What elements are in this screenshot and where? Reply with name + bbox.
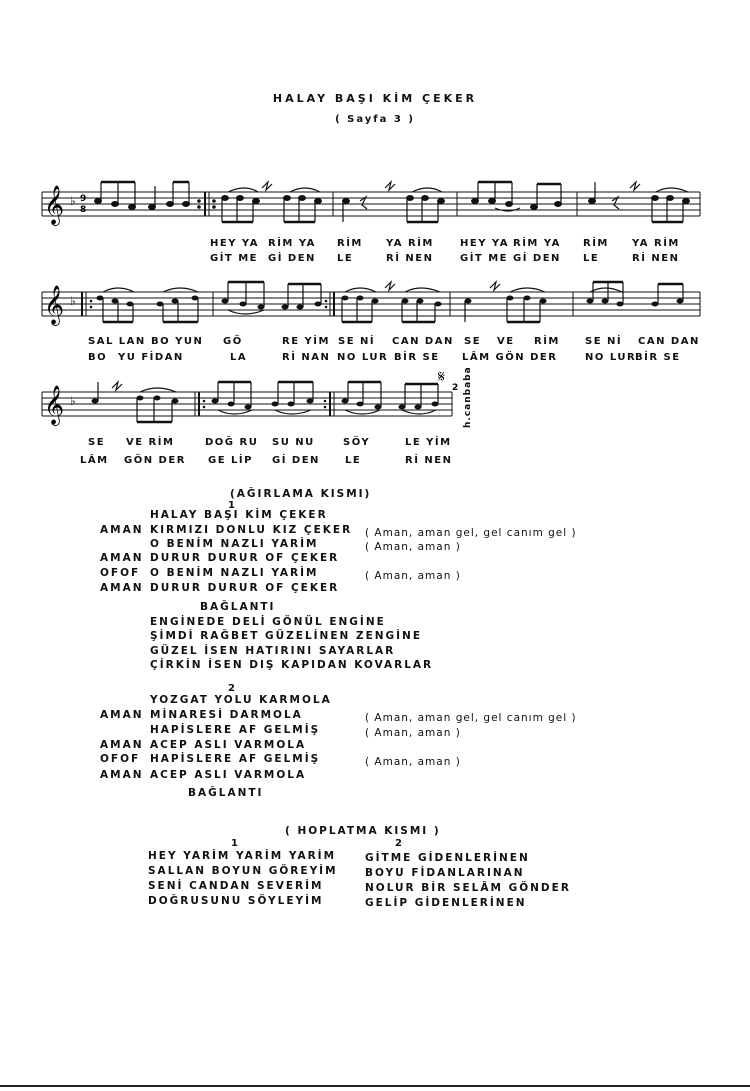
column-number: 1 (231, 838, 238, 849)
music-staff-3 (0, 370, 750, 440)
svg-text:𝄞: 𝄞 (44, 185, 65, 225)
lyric: CAN DAN (638, 336, 700, 347)
lyric: HEY YA (460, 238, 509, 249)
verse-line: ENGİNEDE DELİ GÖNÜL ENGİNE (150, 616, 386, 628)
lyric: SAL LAN (88, 336, 146, 347)
column-number: 2 (395, 838, 402, 849)
lyric: YA RİM (632, 238, 680, 249)
lyric: GÖN DER (124, 455, 186, 466)
baglanti-heading: BAĞLANTI (188, 787, 264, 799)
verse-line: O BENİM NAZLI YARİM (150, 538, 319, 550)
verse-number: 1 (228, 500, 235, 511)
verse-line: GELİP GİDENLERİNEN (365, 897, 527, 909)
verse-prefix: AMAN (100, 582, 144, 594)
verse-note: ( Aman, aman gel, gel canım gel ) (365, 712, 577, 724)
lyric: SE (464, 336, 482, 347)
verse-note: ( Aman, aman ) (365, 541, 461, 553)
svg-text:♭: ♭ (70, 394, 76, 408)
lyric: Gİ DEN (268, 253, 316, 264)
lyric: LÂM GÖN DER (462, 352, 558, 363)
lyric: VE (497, 336, 515, 347)
verse-prefix: OFOF (100, 753, 141, 765)
svg-text:𝄋: 𝄋 (438, 370, 445, 386)
lyric: RİM YA (268, 238, 316, 249)
section-heading: (AĞIRLAMA KISMI) (230, 488, 372, 500)
lyric: GÖ (223, 336, 243, 347)
verse-prefix: AMAN (100, 552, 144, 564)
lyric: RİM (534, 336, 560, 347)
svg-text:𝄞: 𝄞 (44, 285, 65, 325)
segno-icon (438, 370, 445, 386)
treble-clef-icon (44, 185, 64, 226)
section-heading: ( HOPLATMA KISMI ) (285, 825, 441, 837)
verse-note: ( Aman, aman ) (365, 570, 461, 582)
svg-text:9: 9 (80, 194, 87, 204)
verse-line: NOLUR BİR SELÂM GÖNDER (365, 882, 571, 894)
lyric: RE YİM (282, 336, 330, 347)
lyric: RİM (337, 238, 363, 249)
verse-line: SALLAN BOYUN GÖREYİM (148, 865, 338, 877)
verse-line: DOĞRUSUNU SÖYLEYİM (148, 895, 324, 907)
lyric: SE Nİ (338, 336, 376, 347)
verse-note: ( Aman, aman ) (365, 727, 461, 739)
composer-credit: h.canbaba (463, 366, 473, 428)
svg-text:♭: ♭ (70, 294, 76, 308)
page-edge (0, 1085, 750, 1087)
verse-note: ( Aman, aman ) (365, 756, 461, 768)
verse-line: ACEP ASLI VARMOLA (150, 739, 307, 751)
lyric: NO LUR (585, 352, 637, 363)
song-title: HALAY BAŞI KİM ÇEKER (272, 92, 478, 105)
verse-line: O BENİM NAZLI YARİM (150, 567, 319, 579)
music-staff-2 (0, 270, 750, 340)
lyric: YU FİDAN (118, 352, 184, 363)
music-staff-1 (0, 170, 750, 240)
verse-note: ( Aman, aman gel, gel canım gel ) (365, 527, 577, 539)
verse-line: ŞİMDİ RAĞBET GÜZELİNEN ZENGİNE (150, 630, 423, 642)
treble-clef-icon (44, 285, 64, 326)
lyric: GE LİP (208, 455, 253, 466)
treble-clef-icon (44, 385, 64, 426)
verse-line: KIRMIZI DONLU KIZ ÇEKER (150, 524, 353, 536)
verse-line: HALAY BAŞI KİM ÇEKER (150, 509, 328, 521)
verse-line: GİTME GİDENLERİNEN (365, 852, 530, 864)
lyric: Rİ NEN (386, 253, 434, 264)
lyric: Gİ DEN (272, 455, 320, 466)
svg-text:8: 8 (80, 205, 87, 215)
svg-text:𝄞: 𝄞 (44, 385, 65, 425)
verse-prefix: AMAN (100, 524, 144, 536)
lyric: RİM YA (513, 238, 561, 249)
lyric: LE (337, 253, 354, 264)
verse-line: HAPİSLERE AF GELMİŞ (150, 724, 321, 736)
verse-line: GÜZEL İSEN HATIRINI SAYARLAR (150, 645, 396, 657)
lyric: DOĞ RU (205, 437, 259, 448)
lyric: NO LUR (337, 352, 389, 363)
baglanti-heading: BAĞLANTI (200, 601, 276, 613)
lyric: Rİ NEN (632, 253, 680, 264)
lyric: SE (88, 437, 106, 448)
verse-line: DURUR DURUR OF ÇEKER (150, 582, 340, 594)
lyric: BİR SE (394, 352, 440, 363)
lyric: GİT ME (460, 253, 509, 264)
verse-prefix: AMAN (100, 739, 144, 751)
lyric: HEY YA (210, 238, 259, 249)
verse-line: ÇİRKİN İSEN DIŞ KAPIDAN KOVARLAR (150, 659, 434, 671)
verse-line: YOZGAT YOLU KARMOLA (150, 694, 332, 706)
verse-line: HEY YARİM YARİM YARİM (148, 850, 337, 862)
svg-text:♭: ♭ (70, 194, 76, 208)
lyric: BO YUN (151, 336, 204, 347)
page-number: ( Sayfa 3 ) (335, 114, 415, 125)
svg-text:2: 2 (452, 383, 459, 393)
lyric: BO (88, 352, 108, 363)
verse-line: HAPİSLERE AF GELMİŞ (150, 753, 321, 765)
lyric: SU NU (272, 437, 315, 448)
verse-prefix: OFOF (100, 567, 141, 579)
lyric: YA RİM (386, 238, 434, 249)
lyric: LE YİM (405, 437, 452, 448)
verse-prefix: AMAN (100, 769, 144, 781)
verse-line: SENİ CANDAN SEVERİM (148, 880, 324, 892)
lyric: LA (230, 352, 248, 363)
lyric: LE (583, 253, 600, 264)
lyric: GİT ME (210, 253, 259, 264)
verse-number: 2 (228, 683, 235, 694)
lyric: LE (345, 455, 362, 466)
verse-line: BOYU FİDANLARINAN (365, 867, 525, 879)
lyric: RİM (583, 238, 609, 249)
lyric: Gİ DEN (513, 253, 561, 264)
verse-line: ACEP ASLI VARMOLA (150, 769, 307, 781)
lyric: CAN DAN (392, 336, 454, 347)
verse-line: DURUR DURUR OF ÇEKER (150, 552, 340, 564)
lyric: LÂM (80, 455, 109, 466)
lyric: BİR SE (635, 352, 681, 363)
lyric: VE RİM (126, 437, 175, 448)
verse-prefix: AMAN (100, 709, 144, 721)
lyric: Rİ NEN (405, 455, 453, 466)
lyric: Rİ NAN (282, 352, 331, 363)
lyric: SÖY (343, 437, 371, 448)
lyric: SE Nİ (585, 336, 623, 347)
verse-line: MİNARESİ DARMOLA (150, 709, 303, 721)
